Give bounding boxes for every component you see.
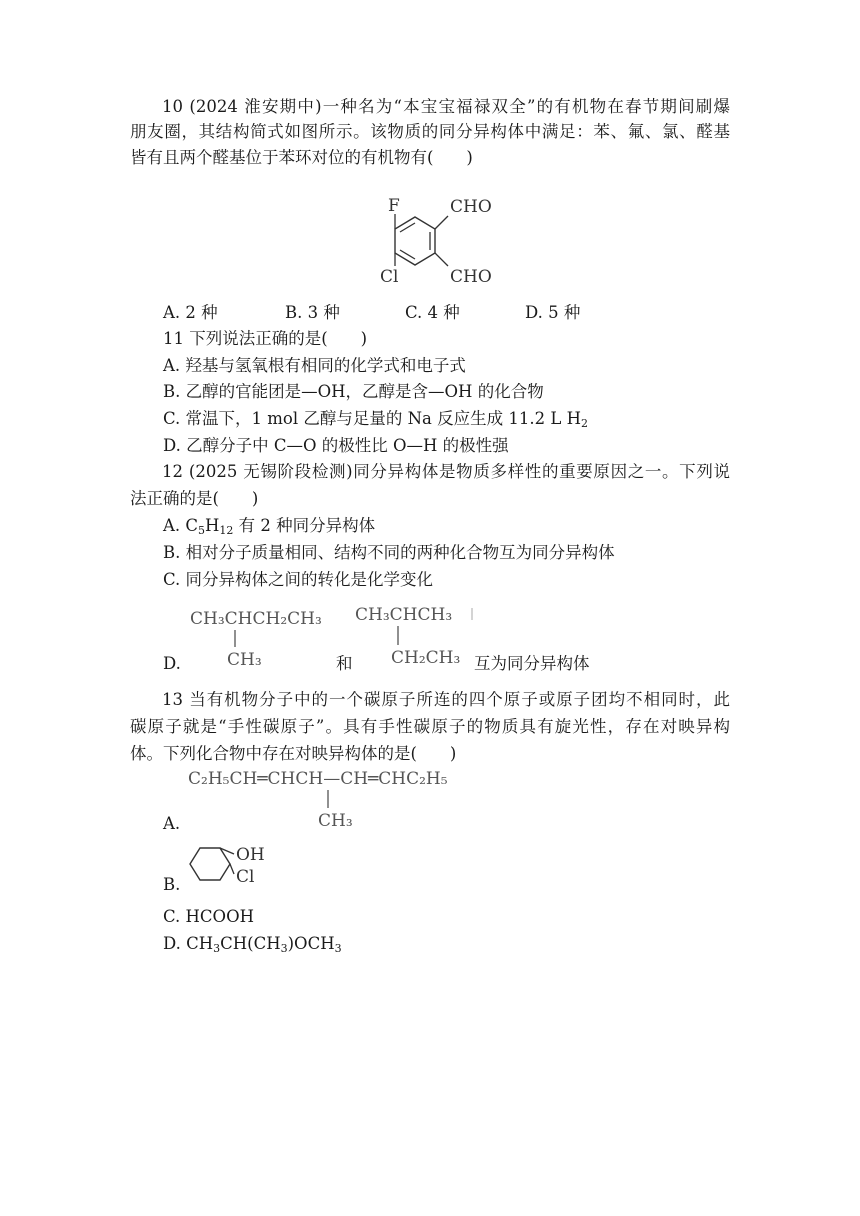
q13-option-c: C. HCOOH <box>163 907 254 926</box>
q12-option-d-label: D. <box>163 654 181 673</box>
q12-stem-line2: 法正确的是( ) <box>130 489 259 508</box>
q12-option-d-and: 和 <box>336 654 353 673</box>
q10-stem-line2: 朋友圈，其结构简式如图所示。该物质的同分异构体中满足：苯、氟、氯、醛基 <box>130 122 730 141</box>
q11-option-b: B. 乙醇的官能团是—OH，乙醇是含—OH 的化合物 <box>163 382 544 401</box>
q12-option-b: B. 相对分子质量相同、结构不同的两种化合物互为同分异构体 <box>163 543 615 562</box>
group-cho-bottom: CHO <box>450 267 492 287</box>
q13-a-main-chain: C₂H₅CH═CHCH—CH═CHC₂H₅ <box>188 769 448 789</box>
q10-option-a: A. 2 种 <box>163 303 218 322</box>
q11-option-c: C. 常温下，1 mol 乙醇与足量的 Na 反应生成 11.2 L $H_2$ <box>163 409 588 430</box>
group-oh: OH <box>236 845 265 865</box>
q11-stem: 11 下列说法正确的是( ) <box>163 329 368 348</box>
bond-cl <box>230 864 234 874</box>
q11-option-d: D. 乙醇分子中 C—O 的极性比 O—H 的极性强 <box>163 436 509 455</box>
bond-cho-top <box>435 216 448 229</box>
q11-option-a: A. 羟基与氢氧根有相同的化学式和电子式 <box>163 356 466 375</box>
q13-option-a-label: A. <box>163 814 181 833</box>
bond-cho-bottom <box>435 253 448 266</box>
q13-stem-line1: 13 当有机物分子中的一个碳原子所连的四个原子或原子团均不相同时，此 <box>162 690 730 709</box>
atom-cl: Cl <box>380 267 399 287</box>
atom-f: F <box>388 196 400 216</box>
q13-b-structure <box>188 840 298 890</box>
q13-option-d: D. $CH_3CH(CH_3)OCH_3$ <box>163 934 342 955</box>
q10-option-b: B. 3 种 <box>285 303 340 322</box>
atom-cl: Cl <box>236 867 255 887</box>
struct2-branch: CH₂CH₃ <box>391 648 461 668</box>
q10-stem-line1: 10 (2024 淮安期中)一种名为“本宝宝福禄双全”的有机物在春节期间刷爆 <box>162 97 730 116</box>
group-cho-top: CHO <box>450 197 492 217</box>
q12-d-structures <box>185 600 485 675</box>
q10-stem-line3: 皆有且两个醛基位于苯环对位的有机物有( ) <box>130 148 473 167</box>
q10-option-d: D. 5 种 <box>525 303 581 322</box>
struct1-branch: CH₃ <box>227 650 262 670</box>
struct2-main-chain: CH₃CHCH₃ <box>355 605 453 625</box>
cyclohexane-ring <box>190 848 230 880</box>
q12-option-c: C. 同分异构体之间的转化是化学变化 <box>163 570 434 589</box>
q13-a-structure <box>185 762 505 834</box>
q12-option-a: A. $C_5H_{12}$ 有 2 种同分异构体 <box>163 516 376 537</box>
q13-option-b-label: B. <box>163 875 181 894</box>
q12-stem-line1: 12 (2025 无锡阶段检测)同分异构体是物质多样性的重要原因之一。下列说 <box>162 462 730 481</box>
q13-stem-line3: 体。下列化合物中存在对映异构体的是( ) <box>130 744 457 763</box>
q10-option-c: C. 4 种 <box>405 303 460 322</box>
q10-structure-diagram <box>370 190 520 290</box>
q13-stem-line2: 碳原子就是“手性碳原子”。具有手性碳原子的物质具有旋光性，存在对映异构 <box>130 717 730 736</box>
struct1-main-chain: CH₃CHCH₂CH₃ <box>190 609 322 629</box>
q13-a-branch: CH₃ <box>318 811 353 831</box>
q12-option-d-tail: 互为同分异构体 <box>474 654 590 673</box>
benzene-ring <box>395 217 435 265</box>
